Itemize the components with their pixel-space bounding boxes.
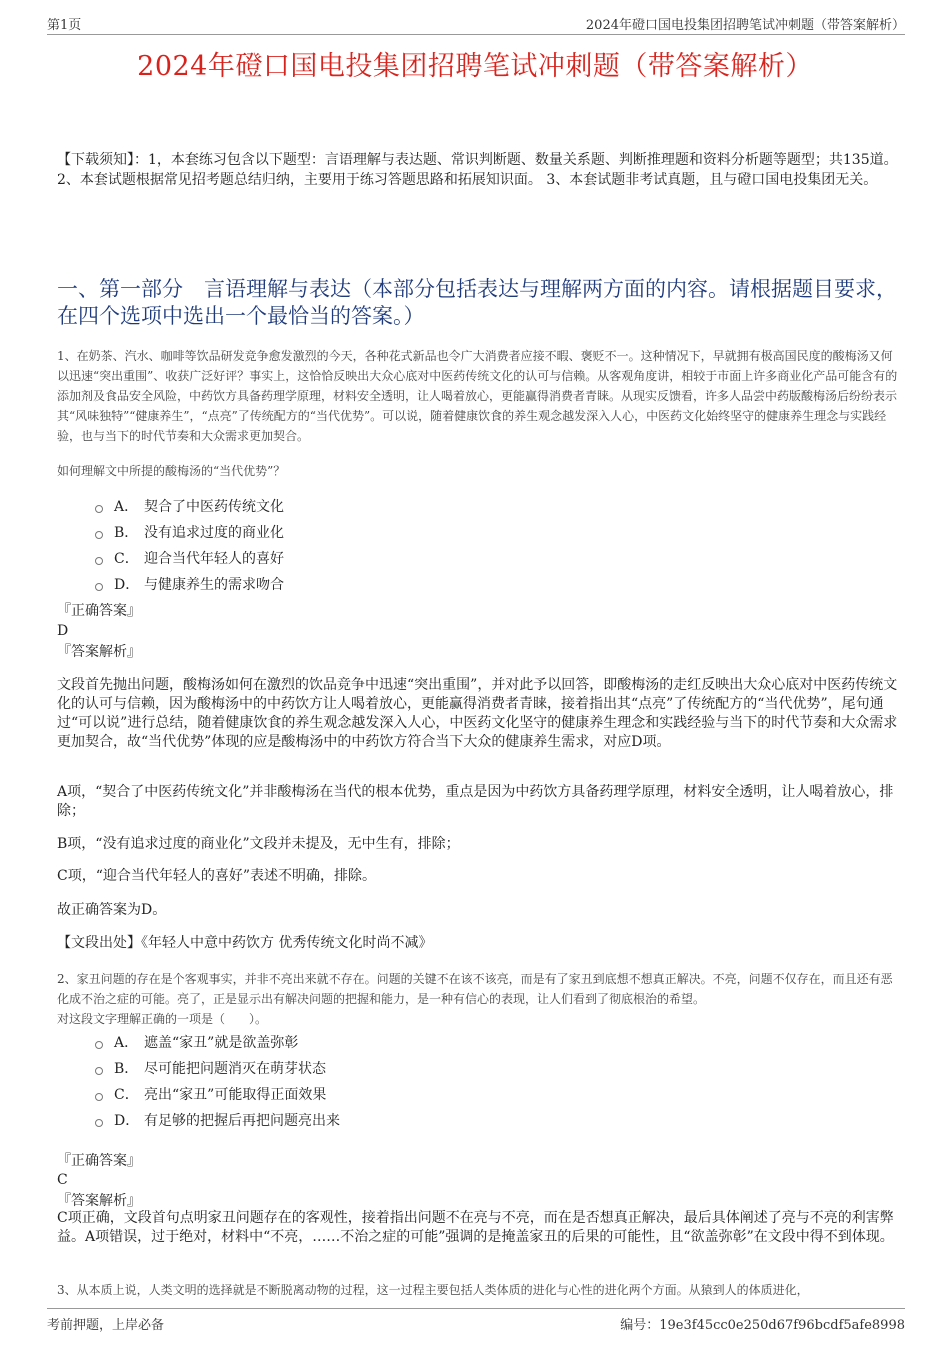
document-id: 编号：19e3f45cc0e250d67f96bcdf5afe8998 — [620, 1318, 905, 1333]
download-notice: 【下载须知】：1，本套练习包含以下题型：言语理解与表达题、常识判断题、数量关系题、判断推理题和资料分析题等题型；共135道。 2、本套试题根据常见招考题总结归纳，主要用于练习答题思路和拓展知识面。 3、本套试题非考试真题，且与磴口国电投集团无关。 — [57, 152, 898, 188]
analysis-paragraph: 文段首先抛出问题，酸梅汤如何在激烈的饮品竞争中迅速“突出重围”，并对此予以回答，即酸梅汤的走红反映出大众心底对中医药传统文化的认可与信赖，因为酸梅汤中的中药饮方让人喝着放心，更能赢得消费者青睐，接着指出其“点亮”了传统配方的“当代优势”，尾句通过“可以说”进行总结，随着健康饮食的养生观念越发深入人心，中医药文化坚守的健康养生理念和实践经验与当下的时代节奏和大众需求更加契合，故“当代优势”体现的应是酸梅汤中的中药饮方符合当下大众的健康养生需求，对应D项。 — [57, 677, 898, 750]
option-a[interactable]: A． 遮盖“家丑”就是欲盖弥彰 — [95, 1029, 595, 1055]
analysis-paragraph: B项，“没有追求过度的商业化”文段并未提及，无中生有，排除； — [57, 836, 460, 852]
page-footer — [47, 1308, 905, 1334]
analysis-label: 『答案解析』 — [57, 1193, 141, 1209]
option-b[interactable]: B． 尽可能把问题消灭在萌芽状态 — [95, 1055, 595, 1081]
analysis-paragraph: C项正确，文段首句点明家丑问题存在的客观性，接着指出问题不在亮与不亮，而在是否想真正解决，最后具体阐述了亮与不亮的利害弊益。A项错误，过于绝对，材料中“不亮，……不治之症的可能”强调的是掩盖家丑的后果的可能性，且“欲盖弥彰”在文段中得不到体现。 — [57, 1210, 894, 1245]
analysis-conclusion: 故正确答案为D。 — [57, 902, 167, 918]
question-1-prompt: 如何理解文中所提的酸梅汤的“当代优势”？ — [57, 464, 286, 478]
analysis-paragraph: C项，“迎合当代年轻人的喜好”表述不明确，排除。 — [57, 868, 377, 884]
option-d[interactable]: D． 有足够的把握后再把问题亮出来 — [95, 1107, 595, 1133]
question-2-stem: 2、家丑问题的存在是个客观事实，并非不亮出来就不存在。问题的关键不在该不该亮，而是有了家丑到底想不想真正解决。不亮，问题不仅存在，而且还有恶化成不治之症的可能。亮了，正是显示出有解决问题的把握和能力，是一种有信心的表现，让人们看到了彻底根治的希望。 — [57, 972, 893, 1006]
question-1-options — [95, 493, 595, 597]
radio-icon[interactable] — [95, 505, 103, 513]
answer-label: 『正确答案』 — [57, 603, 141, 619]
option-c[interactable]: C． 迎合当代年轻人的喜好 — [95, 545, 595, 571]
analysis-label: 『答案解析』 — [57, 644, 141, 660]
option-b[interactable]: B． 没有追求过度的商业化 — [95, 519, 595, 545]
option-d[interactable]: D． 与健康养生的需求吻合 — [95, 571, 595, 597]
option-c[interactable]: C． 亮出“家丑”可能取得正面效果 — [95, 1081, 595, 1107]
radio-icon[interactable] — [95, 1093, 103, 1101]
option-a[interactable]: A． 契合了中医药传统文化 — [95, 493, 595, 519]
radio-icon[interactable] — [95, 1041, 103, 1049]
radio-icon[interactable] — [95, 583, 103, 591]
question-1-stem: 1、在奶茶、汽水、咖啡等饮品研发竞争愈发激烈的今天，各种花式新品也令广大消费者应接不暇、褒贬不一。这种情况下，早就拥有极高国民度的酸梅汤又何以迅速“突出重围”、收获广泛好评？事实上，这恰恰反映出大众心底对中医药传统文化的认可与信赖。从客观角度讲，相较于市面上许多商业化产品可能含有的添加剂及食品安全风险，中药饮方具备药理学原理，材料安全透明，让人喝着放心，更能赢得消费者青睐。从现实反馈看，许多人品尝中药版酸梅汤后纷纷表示其“风味独特”“健康养生”，“点亮”了传统配方的“当代优势”。可以说，随着健康饮食的养生观念越发深入人心，中医药文化始终坚守的健康养生理念与实践经验，也与当下的时代节奏和大众需求更加契合。 — [57, 349, 898, 443]
radio-icon[interactable] — [95, 1067, 103, 1075]
radio-icon[interactable] — [95, 531, 103, 539]
page-number: 第1页 — [47, 18, 82, 33]
question-2-options — [95, 1029, 595, 1133]
question-3-stem: 3、从本质上说，人类文明的选择就是不断脱离动物的过程，这一过程主要包括人类体质的进化与心性的进化两个方面。从猿到人的体质进化， — [57, 1283, 809, 1297]
section-title: 一、第一部分 言语理解与表达（本部分包括表达与理解两方面的内容。请根据题目要求，在四个选项中选出一个最恰当的答案。） — [57, 277, 897, 328]
answer-value: C — [57, 1172, 68, 1188]
header-doc-title: 2024年磴口国电投集团招聘笔试冲刺题（带答案解析） — [585, 18, 905, 33]
page-title: 2024年磴口国电投集团招聘笔试冲刺题（带答案解析） — [137, 51, 813, 82]
text-source: 【文段出处】《年轻人中意中药饮方 优秀传统文化时尚不减》 — [57, 935, 433, 951]
analysis-paragraph: A项，“契合了中医药传统文化”并非酸梅汤在当代的根本优势，重点是因为中药饮方具备药理学原理，材料安全透明，让人喝着放心，排除； — [57, 784, 894, 819]
footer-slogan: 考前押题，上岸必备 — [47, 1318, 165, 1333]
radio-icon[interactable] — [95, 1119, 103, 1127]
answer-label: 『正确答案』 — [57, 1153, 141, 1169]
page-header — [47, 14, 905, 35]
radio-icon[interactable] — [95, 557, 103, 565]
question-2-prompt: 对这段文字理解正确的一项是（ ）。 — [57, 1012, 268, 1026]
answer-value: D — [57, 623, 69, 639]
